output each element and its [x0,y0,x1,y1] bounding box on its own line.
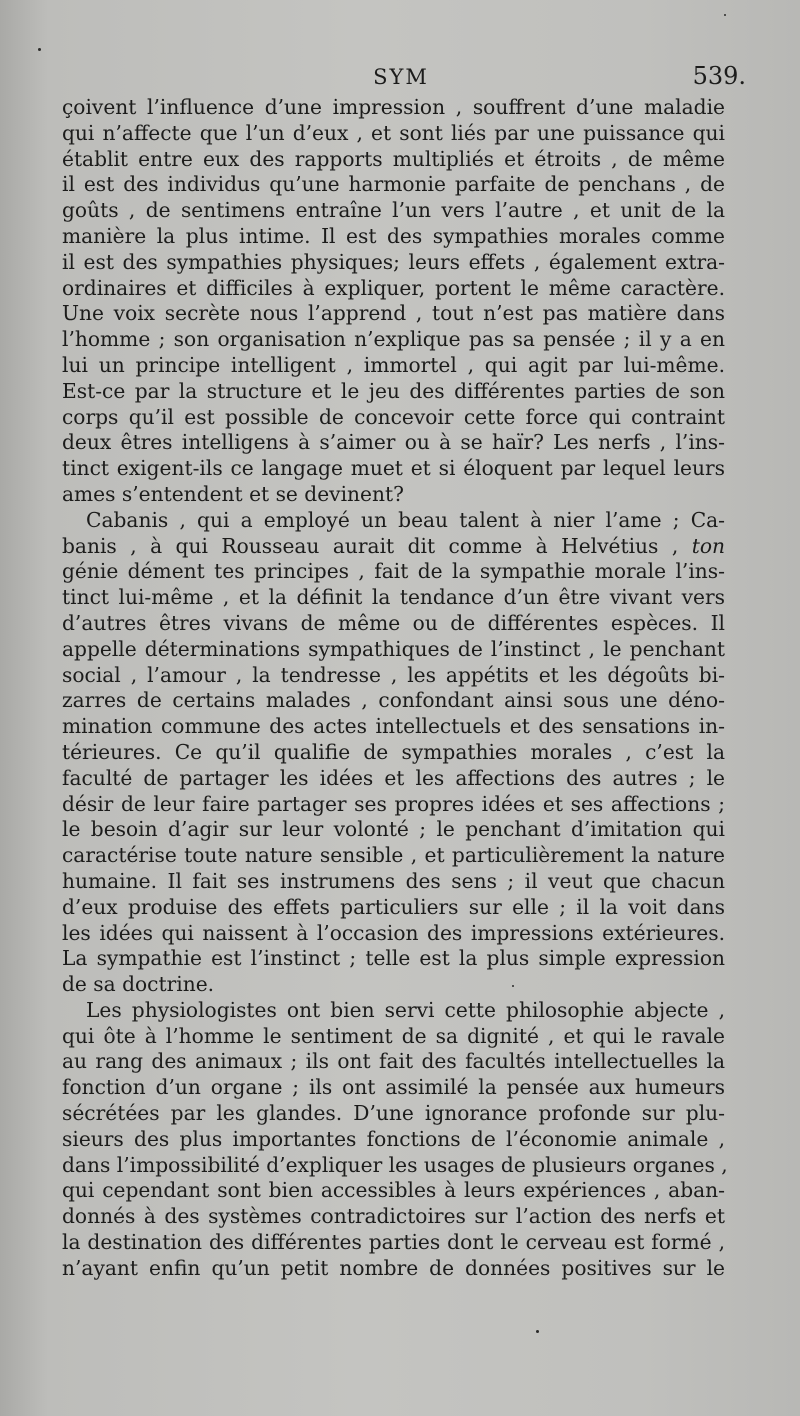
text-line: tinct exigent-ils ce langage muet et si éloquent par lequel leurs [62,456,725,481]
paper-speck [512,985,514,987]
text-line-with-italic [62,534,725,560]
text-line: mination commune des actes intellectuels et des sensations in- [62,714,725,739]
text-line: le besoin d’agir sur leur volonté ; le penchant d’imitation qui [62,817,725,842]
text-line: désir de leur faire partager ses propres idées et ses affections ; [62,791,725,816]
text-line: manière la plus intime. Il est des sympathies morales comme [62,223,725,248]
text-line: ordinaires et difficiles à expliquer, portent le même caractère. [62,275,725,300]
text-line: social , l’amour , la tendresse , les appétits et les dégoûts bi- [62,662,725,687]
text-line: sécrétées par les glandes. D’une ignorance profonde sur plu- [62,1101,725,1126]
paper-speck [38,48,41,51]
page-number: 539. [692,62,746,90]
text-line: d’autres êtres vivans de même ou de différentes espèces. Il [62,610,725,635]
text-line: qui ôte à l’homme le sentiment de sa dignité , et qui le ravale [62,1023,725,1048]
running-head: SYM [373,65,429,89]
text-segment: banis , à qui Rousseau aurait dit comme à Helvétius , [62,533,692,558]
text-line: au rang des animaux ; ils ont fait des facultés intellectuelles la [62,1049,725,1074]
text-line: appelle déterminations sympathiques de l’instinct , le penchant [62,636,725,661]
text-line: la destination des différentes parties dont le cerveau est formé , [62,1230,725,1255]
text-line: n’ayant enfin qu’un petit nombre de données positives sur le [62,1255,725,1280]
text-line: zarres de certains malades , confondant ainsi sous une déno- [62,688,725,713]
text-line: lui un principe intelligent , immortel , qui agit par lui-même. [62,352,725,377]
text-line: qui n’affecte que l’un d’eux , et sont liés par une puissance qui [62,120,725,145]
text-line: génie dément tes principes , fait de la sympathie morale l’ins- [62,559,725,584]
text-line: goûts , de sentimens entraîne l’un vers l’autre , et unit de la [62,198,725,223]
text-line: sieurs des plus importantes fonctions de l’économie animale , [62,1126,725,1151]
text-line: La sympathie est l’instinct ; telle est la plus simple expression [62,946,725,971]
text-line: dans l’impossibilité d’expliquer les usages de plusieurs organes , [62,1152,728,1177]
text-line: l’homme ; son organisation n’explique pas sa pensée ; il y a en [62,327,725,352]
text-line: caractérise toute nature sensible , et particulièrement la nature [62,843,725,868]
text-line: Une voix secrète nous l’apprend , tout n’est pas matière dans [62,301,725,326]
body-text [62,95,728,1282]
text-line: qui cependant sont bien accessibles à leurs expériences , aban- [62,1178,725,1203]
text-line: térieures. Ce qu’il qualifie de sympathies morales , c’est la [62,739,725,764]
text-line: faculté de partager les idées et les affections des autres ; le [62,765,725,790]
text-line: çoivent l’influence d’une impression , souffrent d’une maladie [62,95,725,119]
text-line: il est des individus qu’une harmonie parfaite de penchans , de [62,172,725,197]
paragraph-start-line: Cabanis , qui a employé un beau talent à nier l’ame ; Ca- [86,507,725,532]
text-line: il est des sympathies physiques; leurs effets , également extra- [62,249,725,274]
text-line: Est-ce par la structure et le jeu des différentes parties de son [62,378,725,403]
page-header [62,62,746,96]
text-line: fonction d’un organe ; ils ont assimilé la pensée aux humeurs [62,1075,725,1100]
paragraph-end-line: ames s’entendent et se devinent? [62,481,404,506]
italic-text: ton [691,533,725,558]
text-line: d’eux produise des effets particuliers sur elle ; il la voit dans [62,894,725,919]
paper-speck [536,1330,539,1333]
text-line: les idées qui naissent à l’occasion des impressions extérieures. [62,920,725,945]
text-line: établit entre eux des rapports multipliés et étroits , de même [62,146,725,171]
text-line: tinct lui-même , et la définit la tendance d’un être vivant vers [62,585,725,610]
text-line: deux êtres intelligens à s’aimer ou à se haïr? Les nerfs , l’ins- [62,430,725,455]
text-line: humaine. Il fait ses instrumens des sens ; il veut que chacun [62,868,725,893]
paragraph-start-line: Les physiologistes ont bien servi cette philosophie abjecte , [86,997,725,1022]
paper-speck [724,14,726,16]
text-line: donnés à des systèmes contradictoires sur l’action des nerfs et [62,1204,725,1229]
paragraph-end-line: de sa doctrine. [62,972,215,997]
text-line: corps qu’il est possible de concevoir cette force qui contraint [62,404,725,429]
